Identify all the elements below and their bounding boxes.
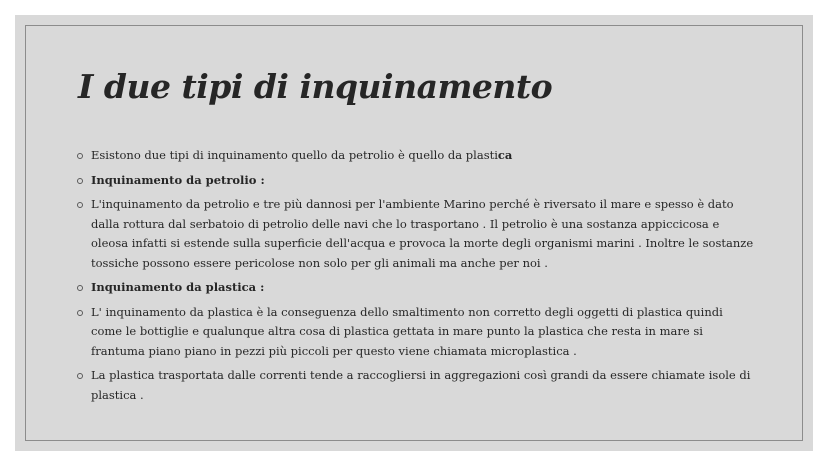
bullet-text: L'inquinamento da petrolio e tre più dannosi per l'ambiente Marino perché è riversato il mare e spesso è dato dalla rottura dal serbatoio di petrolio delle navi che lo trasportano . Il petrolio è una sostanza appiccicosa e oleosa infatti si estende sulla superficie dell'acqua e provoca la morte degli organismi marini . Inoltre le sostanze tossiche possono essere pericolose non solo per gli animali ma anche per noi . — [91, 197, 754, 270]
bullet-text: L' inquinamento da plastica è la conseguenza dello smaltimento non corretto degli oggetti di plastica quindi come le bottiglie e qualunque altra cosa di plastica gettata in mare punto la plastica che resta in mare si frantuma piano piano in pezzi più piccoli per questo viene chiamata microplastica . — [91, 304, 723, 358]
slide-title: I due tipi di inquinamento — [78, 67, 553, 106]
bullet-marker-icon — [77, 178, 83, 184]
bullet-list — [76, 146, 756, 410]
bullet-text: La plastica trasportata dalle correnti tende a raccogliersi in aggregazioni così grandi da essere chiamate isole di plastica . — [91, 368, 751, 402]
bullet-text: Esistono due tipi di inquinamento quello da petrolio è quello da plasti — [91, 148, 498, 162]
bullet-marker-icon — [77, 153, 83, 159]
bullet-item-heading-petrolio — [76, 171, 756, 191]
bullet-item-heading-plastica — [76, 278, 756, 298]
bullet-item-intro — [76, 146, 756, 166]
bullet-marker-icon — [77, 373, 83, 379]
bullet-heading: Inquinamento da plastica : — [91, 280, 265, 294]
slide — [15, 15, 813, 451]
bullet-item-plastica — [76, 303, 756, 362]
bullet-item-petrolio — [76, 195, 756, 273]
bullet-text-emphasis: ca — [497, 148, 513, 162]
bullet-item-isole — [76, 366, 756, 405]
bullet-heading: Inquinamento da petrolio : — [91, 172, 265, 187]
bullet-marker-icon — [77, 202, 83, 208]
bullet-marker-icon — [77, 285, 83, 291]
bullet-marker-icon — [77, 310, 83, 316]
